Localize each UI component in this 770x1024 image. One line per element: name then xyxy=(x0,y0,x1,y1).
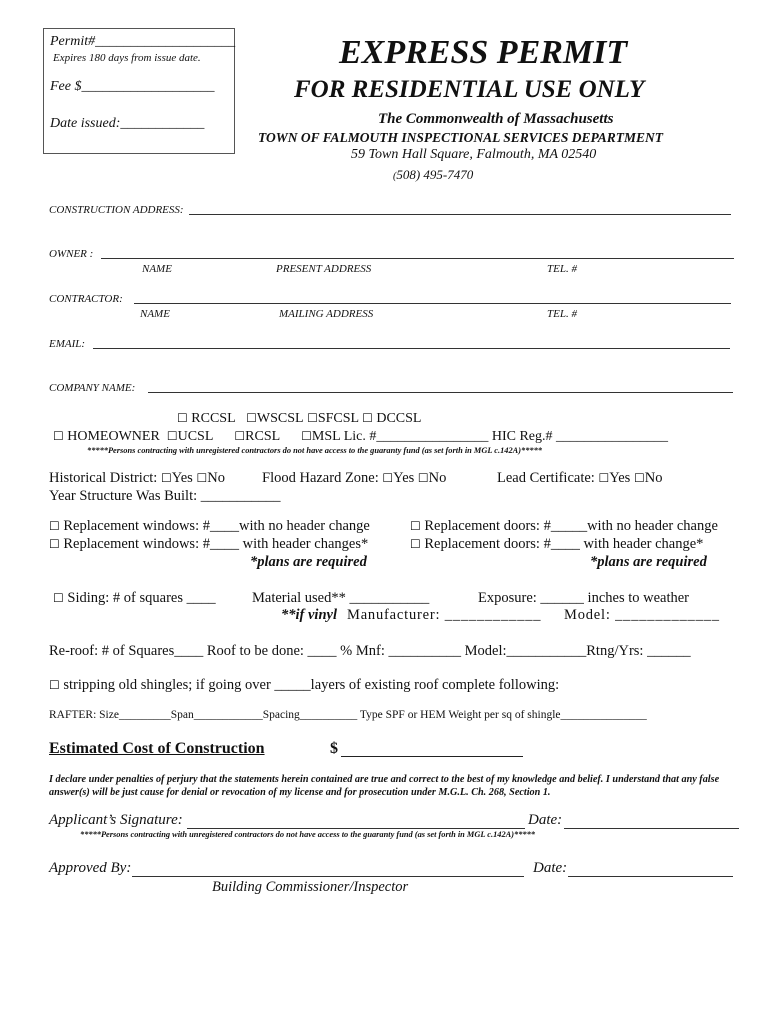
replacement-windows-header xyxy=(49,536,368,553)
checkbox[interactable]: ☐ xyxy=(53,429,64,443)
company-name-input[interactable] xyxy=(148,392,733,393)
unregistered-contractor-notice: *****Persons contracting with unregistered contractors do not have access to the guaranty fund (as set forth in MGL c.142A)***** xyxy=(87,446,542,455)
replacement-doors-no-header-text: Replacement doors: #_____with no header change xyxy=(424,518,718,534)
vinyl-model-field[interactable]: Model: _____________ xyxy=(564,607,720,623)
construction-address-input[interactable] xyxy=(189,214,731,215)
stripping-shingles-row xyxy=(49,677,559,694)
phone-number: 508) 495-7470 xyxy=(396,167,474,182)
checkbox[interactable]: ☐ xyxy=(49,537,60,551)
checkbox[interactable]: ☐ xyxy=(410,519,421,533)
checkbox[interactable]: ☐ xyxy=(53,591,64,605)
license-dccsl: DCCSL xyxy=(376,411,422,426)
siding-material-field[interactable]: Material used** ___________ xyxy=(252,590,430,606)
applicant-signature-label: Applicant’s Signature: xyxy=(49,812,183,828)
department-heading: TOWN OF FALMOUTH INSPECTIONAL SERVICES DEPARTMENT xyxy=(258,130,663,145)
construction-address-label: CONSTRUCTION ADDRESS: xyxy=(49,204,184,216)
department-address: 59 Town Hall Square, Falmouth, MA 02540 xyxy=(351,147,597,162)
siding-squares-text: Siding: # of squares ____ xyxy=(67,590,216,606)
replacement-doors-header xyxy=(410,536,703,553)
fee-field[interactable]: Fee $___________________ xyxy=(50,79,215,94)
flood-zone-row xyxy=(262,470,446,487)
department-phone xyxy=(393,167,473,183)
contractor-address-caption: MAILING ADDRESS xyxy=(279,308,374,320)
replacement-windows-no-header-text: Replacement windows: #____with no header change xyxy=(63,518,370,534)
property-checks-row xyxy=(49,470,225,487)
flood-no: No xyxy=(428,470,447,486)
owner-input[interactable] xyxy=(101,258,734,259)
checkbox[interactable]: ☐ xyxy=(160,471,172,485)
approved-date-label: Date: xyxy=(533,860,568,876)
checkbox[interactable]: ☐ xyxy=(234,429,246,443)
flood-yes: Yes xyxy=(393,470,415,486)
lead-certificate-row xyxy=(497,470,662,487)
license-rcsl: RCSL xyxy=(245,429,281,444)
windows-plans-required: *plans are required xyxy=(250,554,367,570)
commonwealth-heading: The Commonwealth of Massachusetts xyxy=(378,111,614,127)
siding-squares xyxy=(53,590,216,607)
lead-yes: Yes xyxy=(609,470,631,486)
license-row-1 xyxy=(177,411,421,427)
stripping-shingles-text: stripping old shingles; if going over _____layers of existing roof complete following: xyxy=(63,677,560,693)
form-subtitle: FOR RESIDENTIAL USE ONLY xyxy=(294,76,645,103)
historical-no: No xyxy=(207,470,225,486)
estimated-cost-input[interactable] xyxy=(341,756,523,757)
commissioner-caption: Building Commissioner/Inspector xyxy=(212,879,409,895)
checkbox[interactable]: ☐ xyxy=(307,411,318,425)
phone-paren: ( xyxy=(393,171,397,182)
applicant-date-label: Date: xyxy=(528,812,563,828)
company-name-label: COMPANY NAME: xyxy=(49,382,136,394)
checkbox[interactable]: ☐ xyxy=(410,537,421,551)
license-rccsl: RCCSL xyxy=(191,411,236,426)
checkbox[interactable]: ☐ xyxy=(49,519,60,533)
historical-district-label: Historical District: xyxy=(49,470,158,486)
year-built-field[interactable]: Year Structure Was Built: ___________ xyxy=(49,488,281,504)
replacement-doors-header-text: Replacement doors: #____ with header change* xyxy=(424,536,704,552)
form-title: EXPRESS PERMIT xyxy=(339,34,628,71)
checkbox[interactable]: ☐ xyxy=(598,471,610,485)
siding-exposure-field[interactable]: Exposure: ______ inches to weather xyxy=(478,590,690,606)
rafter-details[interactable]: RAFTER: Size_________Span____________Spacing__________ Type SPF or HEM Weight per sq of shingle_______________ xyxy=(49,709,647,721)
email-input[interactable] xyxy=(93,348,730,349)
checkbox[interactable]: ☐ xyxy=(382,471,394,485)
checkbox[interactable]: ☐ xyxy=(166,429,178,443)
contractor-label: CONTRACTOR: xyxy=(49,293,123,305)
vinyl-manufacturer-field[interactable]: Manufacturer: ____________ xyxy=(347,607,542,623)
vinyl-note: **if vinyl xyxy=(281,607,337,623)
checkbox[interactable]: ☐ xyxy=(362,411,373,425)
checkbox[interactable]: ☐ xyxy=(417,471,429,485)
replacement-windows-no-header xyxy=(49,518,370,535)
lead-no: No xyxy=(644,470,663,486)
signature-contractor-notice: *****Persons contracting with unregistered contractors do not have access to the guaranty fund (as set forth in MGL c.142A)***** xyxy=(80,830,535,839)
contractor-name-caption: NAME xyxy=(140,308,170,320)
cost-dollar-sign: $ xyxy=(330,740,338,757)
approved-by-label: Approved By: xyxy=(49,860,132,876)
contractor-input[interactable] xyxy=(134,303,731,304)
checkbox[interactable]: ☐ xyxy=(246,411,257,425)
license-ucsl: UCSL xyxy=(177,429,214,444)
date-issued-field[interactable]: Date issued:____________ xyxy=(50,116,205,131)
owner-label: OWNER : xyxy=(49,248,94,260)
approved-by-input[interactable] xyxy=(132,876,524,877)
approved-date-input[interactable] xyxy=(568,876,733,877)
historical-yes: Yes xyxy=(171,470,193,486)
replacement-windows-header-text: Replacement windows: #____ with header changes* xyxy=(63,536,369,552)
msl-license-field[interactable]: MSL Lic. #________________ xyxy=(311,429,489,444)
license-row-2 xyxy=(53,429,668,445)
checkbox[interactable]: ☐ xyxy=(177,411,188,425)
owner-address-caption: PRESENT ADDRESS xyxy=(276,263,372,275)
checkbox[interactable]: ☐ xyxy=(633,471,645,485)
license-sfcsl: SFCSL xyxy=(317,411,359,426)
applicant-date-input[interactable] xyxy=(564,828,739,829)
replacement-doors-no-header xyxy=(410,518,718,535)
license-wscsl: WSCSL xyxy=(256,411,304,426)
checkbox[interactable]: ☐ xyxy=(301,429,312,443)
checkbox[interactable]: ☐ xyxy=(49,678,60,692)
lead-certificate-label: Lead Certificate: xyxy=(497,470,595,486)
owner-name-caption: NAME xyxy=(142,263,172,275)
email-label: EMAIL: xyxy=(49,338,86,350)
perjury-declaration: I declare under penalties of perjury that the statements herein contained are true and correct to the best of my knowledge and belief. I understand that any false answer(s) will be just cause for denial or revocation of my license and for prosecution under M.G.L. Ch. 268, Section 1. xyxy=(49,774,720,798)
flood-hazard-label: Flood Hazard Zone: xyxy=(262,470,379,486)
checkbox[interactable]: ☐ xyxy=(196,471,208,485)
contractor-tel-caption: TEL. # xyxy=(547,308,577,320)
applicant-signature-input[interactable] xyxy=(187,828,525,829)
permit-number-field[interactable]: Permit#____________________ xyxy=(50,34,236,49)
homeowner-option: HOMEOWNER xyxy=(67,429,160,444)
estimated-cost-label: Estimated Cost of Construction xyxy=(49,740,265,757)
hic-registration-field[interactable]: HIC Reg.# ________________ xyxy=(491,429,669,444)
doors-plans-required: *plans are required xyxy=(590,554,707,570)
permit-expiry-note: Expires 180 days from issue date. xyxy=(53,52,201,64)
owner-tel-caption: TEL. # xyxy=(547,263,577,275)
reroof-line[interactable]: Re-roof: # of Squares____ Roof to be done: ____ % Mnf: __________ Model:___________Rtng/Yrs: ______ xyxy=(49,643,691,659)
